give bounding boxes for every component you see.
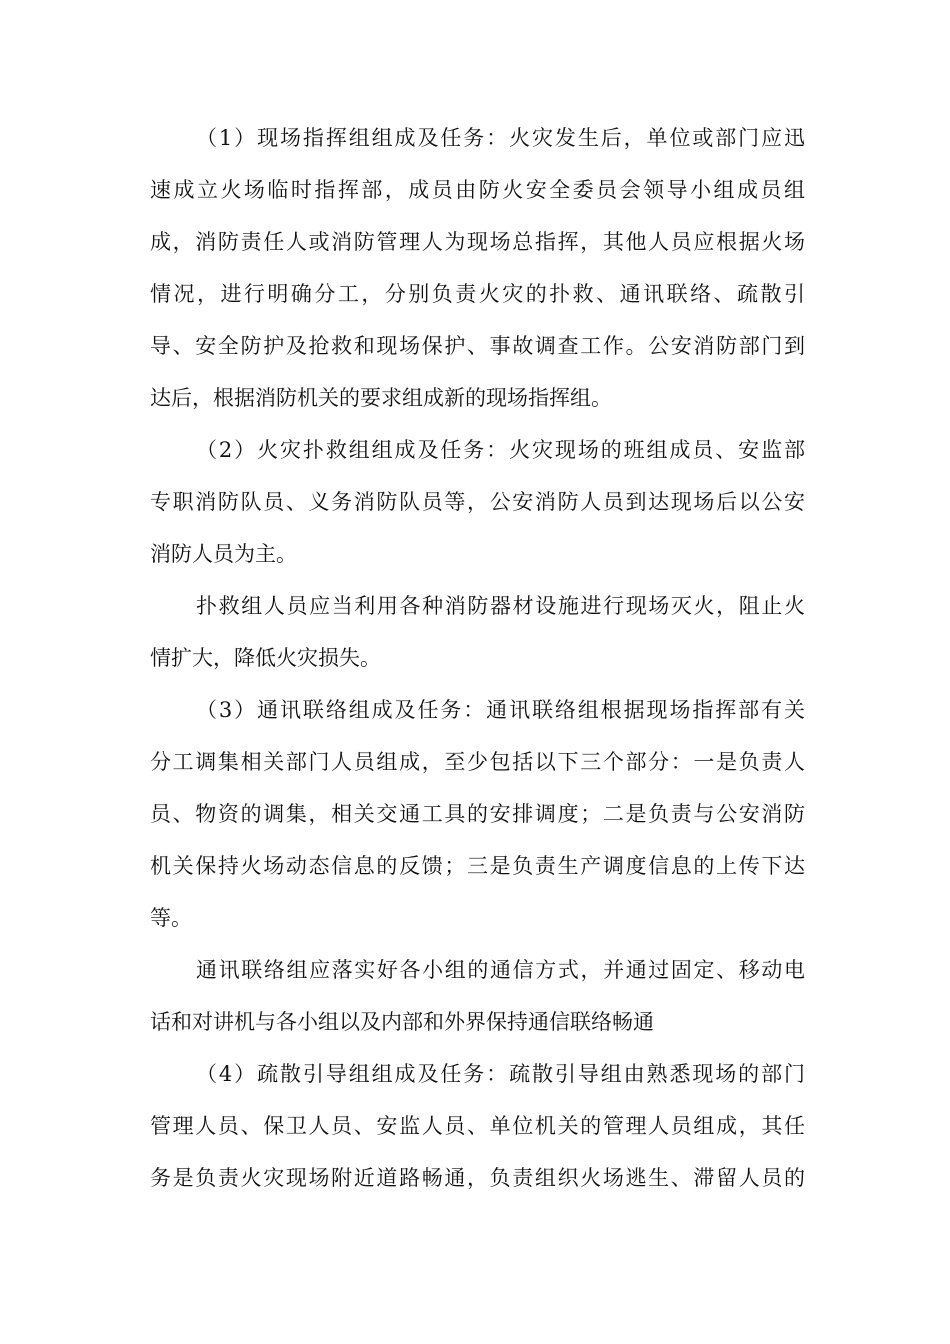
paragraph-6-line-3: 务是负责火灾现场附近道路畅通，负责组织火场逃生、滞留人员的 [150, 1166, 805, 1190]
paragraph-4-line-3: 员、物资的调集，相关交通工具的安排调度；二是负责与公安消防 [150, 802, 805, 826]
paragraph-1-line-6: 达后，根据消防机关的要求组成新的现场指挥组。 [150, 386, 612, 410]
paragraph-4-line-1: （3）通讯联络组成及任务：通讯联络组根据现场指挥部有关 [196, 698, 805, 722]
paragraph-1-line-5: 导、安全防护及抢救和现场保护、事故调查工作。公安消防部门到 [150, 334, 805, 358]
paragraph-1-line-4: 情况，进行明确分工，分别负责火灾的扑救、通讯联络、疏散引 [150, 282, 805, 306]
paragraph-6-line-1: （4）疏散引导组组成及任务：疏散引导组由熟悉现场的部门 [196, 1062, 805, 1086]
paragraph-3-line-2: 情扩大，降低火灾损失。 [150, 646, 381, 670]
paragraph-6-line-2: 管理人员、保卫人员、安监人员、单位机关的管理人员组成，其任 [150, 1114, 805, 1138]
paragraph-1-line-2: 速成立火场临时指挥部，成员由防火安全委员会领导小组成员组 [150, 178, 805, 202]
paragraph-2-line-2: 专职消防队员、义务消防队员等，公安消防人员到达现场后以公安 [150, 490, 805, 514]
paragraph-1-line-1: （1）现场指挥组组成及任务：火灾发生后，单位或部门应迅 [196, 126, 805, 150]
paragraph-4-line-5: 等。 [150, 906, 192, 930]
paragraph-2-line-1: （2）火灾扑救组组成及任务：火灾现场的班组成员、安监部 [196, 438, 805, 462]
paragraph-4-line-2: 分工调集相关部门人员组成，至少包括以下三个部分：一是负责人 [150, 750, 805, 774]
paragraph-5-line-2: 话和对讲机与各小组以及内部和外界保持通信联络畅通 [150, 1010, 654, 1034]
paragraph-5-line-1: 通讯联络组应落实好各小组的通信方式，并通过固定、移动电 [196, 958, 805, 982]
paragraph-4-line-4: 机关保持火场动态信息的反馈；三是负责生产调度信息的上传下达 [150, 854, 805, 878]
paragraph-3-line-1: 扑救组人员应当利用各种消防器材设施进行现场灭火，阻止火 [196, 594, 805, 618]
paragraph-2-line-3: 消防人员为主。 [150, 542, 297, 566]
paragraph-1-line-3: 成，消防责任人或消防管理人为现场总指挥，其他人员应根据火场 [150, 230, 805, 254]
